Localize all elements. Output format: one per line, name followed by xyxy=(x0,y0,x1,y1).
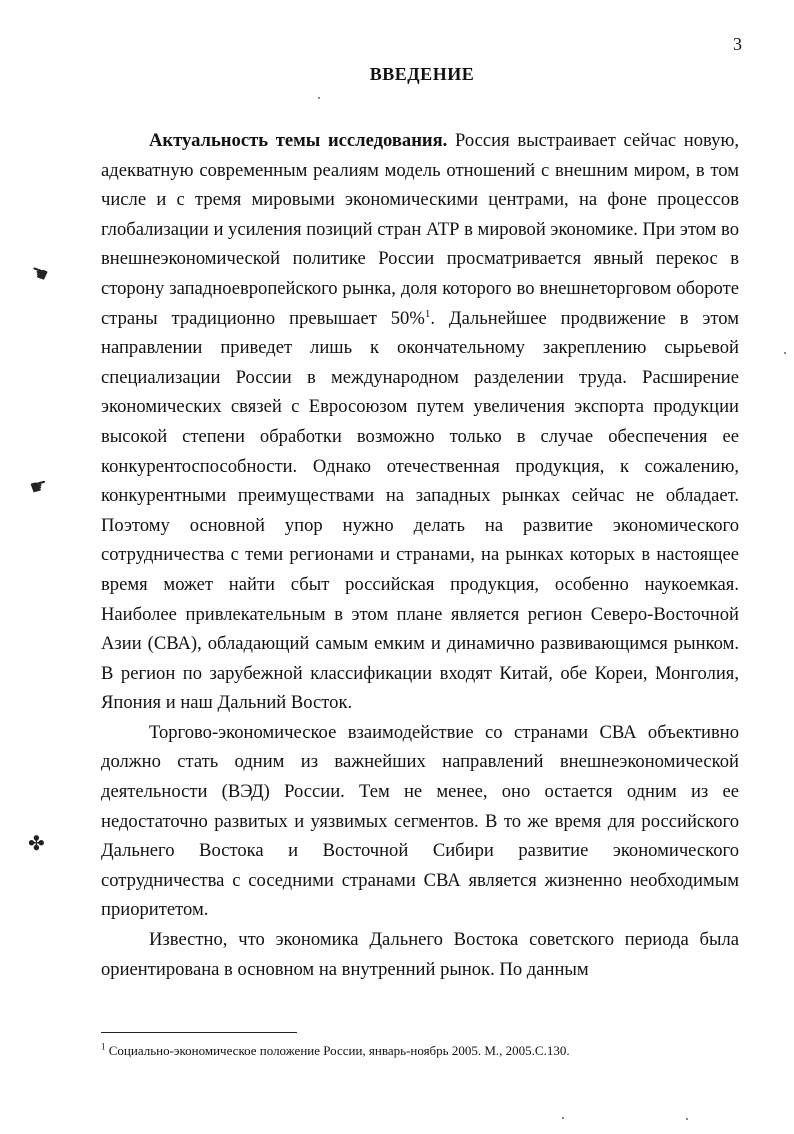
margin-mark-icon: ☛ xyxy=(26,260,52,288)
scan-speck xyxy=(318,97,320,99)
paragraph-text-continued: . Дальнейшее продвижение в этом направлении приведет лишь к окончательному закреплению сырьевой специализации России в международном разделении труда. Расширение экономических связей с Евросоюзом путем увеличения экспорта продукции высокой степени обработки возможно только в случае обеспечения ее конкурентоспособности. Однако отечественная продукция, к сожалению, конкурентными преимуществами на западных рынках сейчас не обладает. Поэтому основной упор нужно делать на развитие экономического сотрудничества с теми регионами и странами, на рынках которых в настоящее время может найти сбыт российская продукция, особенно наукоемкая. Наиболее привлекательным в этом плане является регион Северо-Восточной Азии (СВА), обладающий самым емким и динамично развивающимся рынком. В регион по зарубежной классификации входят Китай, обе Кореи, Монголия, Япония и наш Дальний Восток. xyxy=(101,307,739,714)
page-title: ВВЕДЕНИЕ xyxy=(369,64,475,84)
footnote-marker: 1 xyxy=(101,1041,106,1052)
paragraph-lead: Актуальность темы исследования. xyxy=(149,130,448,151)
footnote-divider xyxy=(101,1032,297,1033)
margin-mark-icon: ☛ xyxy=(27,474,51,500)
scan-speck xyxy=(784,352,786,354)
scan-speck xyxy=(686,1118,688,1120)
margin-mark-icon: ✤ xyxy=(28,833,45,855)
scan-speck xyxy=(562,1117,564,1119)
paragraph-3: Известно, что экономика Дальнего Востока советского периода была ориентирована в основном на внутренний рынок. По данным xyxy=(101,929,739,980)
footnote-reference: 1 xyxy=(424,307,431,320)
footnote-text: Социально-экономическое положение России, январь-ноябрь 2005. М., 2005.С.130. xyxy=(105,1043,570,1058)
footnote xyxy=(101,1043,741,1059)
body-text xyxy=(101,126,739,984)
paragraph-text: Россия выстраивает сейчас новую, адекватную современным реалиям модель отношений с внешним миром, в том числе и с тремя мировыми экономическими центрами, на фоне процессов глобализации и усиления позиций стран АТР в мировой экономике. При этом во внешнеэкономической политике России просматривается явный перекос в сторону западноевропейского рынка, доля которого во внешнеторговом обороте страны традиционно превышает 50% xyxy=(101,130,740,329)
paragraph-1 xyxy=(101,126,739,718)
page-number: 3 xyxy=(733,34,742,54)
paragraph-2: Торгово-экономическое взаимодействие со странами СВА объективно должно стать одним из важнейших направлений внешнеэкономической деятельности (ВЭД) России. Тем не менее, оно остается одним из ее недостаточно развитых и уязвимых сегментов. В то же время для российского Дальнего Востока и Восточной Сибири развитие экономического сотрудничества с соседними странами СВА является жизненно необходимым приоритетом. xyxy=(101,721,739,921)
